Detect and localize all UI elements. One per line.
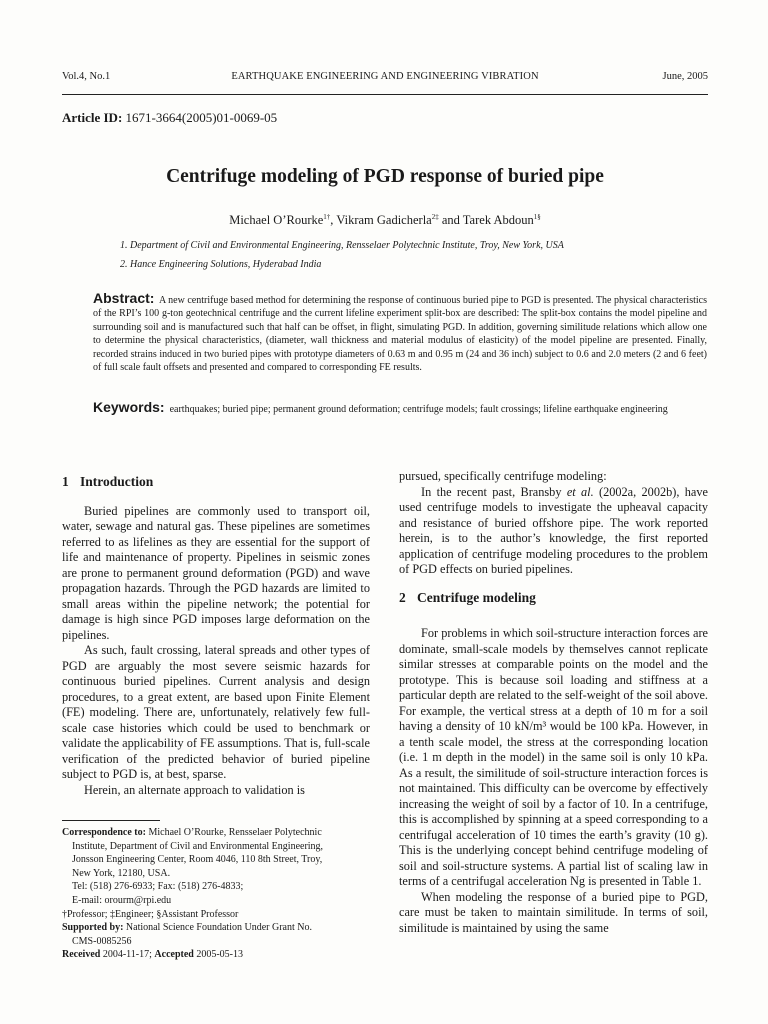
support-label: Supported by:: [62, 922, 124, 934]
article-id-value: 1671-3664(2005)01-0069-05: [125, 110, 278, 125]
journal-name: EARTHQUAKE ENGINEERING AND ENGINEERING VIBRATION: [231, 71, 539, 82]
volume-issue: Vol.4, No.1: [62, 71, 111, 82]
paper-title: Centrifuge modeling of PGD response of buried pipe: [166, 166, 604, 187]
paragraph: pursued, specifically centrifuge modeling:: [399, 469, 607, 483]
body-column-left: [62, 474, 370, 798]
paragraph: Buried pipelines are commonly used to transport oil, water, sewage and natural gas. These pipelines are sometimes referred to as lifelines as they are essential for the support of life and maintenance of property. Pipelines in seismic zones are prone to permanent ground deformation (PGD) and wave propagation hazards. Through the PGD hazards are limited to small areas within the pipeline network; the potential for damage is high since PGD imposes large deformation on the pipelines.: [62, 503, 370, 642]
citation-etal: et al.: [566, 484, 594, 499]
keywords-label: Keywords:: [93, 399, 165, 415]
paragraph: When modeling the response of a buried pipe to PGD, care must be taken to maintain similitude. In terms of soil, similitude is maintained by using the same: [399, 889, 708, 935]
paragraph-text: (2002a, 2002b), have used centrifuge models to investigate the upheaval capacity and resistance of buried offshore pipe. The work reported herein, is to the author’s knowledge, the first reported application of centrifuge modeling procedures to the problem of PGD effects on buried pipelines.: [399, 484, 708, 576]
footnote-rule: [62, 820, 160, 821]
correspondence-label: Correspondence to:: [62, 827, 146, 838]
paragraph-text: In the recent past, Bransby: [421, 484, 567, 499]
paragraph: Herein, an alternate approach to validation is: [84, 782, 305, 797]
keywords: [93, 400, 707, 417]
support: [62, 921, 372, 935]
keywords-text: earthquakes; buried pipe; permanent ground deformation; centrifuge models; fault crossings; lifeline earthquake engineering: [169, 404, 668, 415]
section-title: Centrifuge modeling: [417, 589, 536, 605]
body-column-right: [399, 469, 708, 936]
section-number: 2: [399, 589, 406, 605]
correspondence-line: New York, 12180, USA.: [72, 867, 171, 879]
accepted-label: Accepted: [154, 949, 194, 961]
author-name: Michael O’Rourke: [229, 213, 324, 228]
author-roles: †Professor; ‡Engineer; §Assistant Professor: [62, 908, 239, 920]
correspondence-line: Institute, Department of Civil and Environmental Engineering,: [72, 840, 324, 852]
support-grant: CMS-0085256: [72, 935, 132, 947]
section-number: 1: [62, 474, 69, 489]
paragraph: [399, 485, 708, 578]
author-list: [62, 213, 708, 228]
received-date: 2004-11-17;: [102, 949, 152, 961]
correspondence-line: Tel: (518) 276-6933; Fax: (518) 276-4833;: [72, 881, 244, 893]
abstract: [93, 292, 707, 374]
received-accepted: [62, 948, 372, 962]
accepted-date: 2005-05-13: [196, 949, 244, 961]
abstract-text: A new centrifuge based method for determining the response of continuous buried pipe to PGD is presented. The physical characteristics of the RPI’s 100 g-ton geotechnical centrifuge and the current lifeline experiment split-box are described: The split-box contains the model pipeline and surrounding soil and is manufactured such that half can be offset, in flight, simulating PGD. In addition, governing similitude relations which allow one to determine the physical characteristics, (diameter, wall thickness and material modulus of elasticity) of the model pipeline are presented. Finally, recorded strains induced in two buried pipes with prototype diameters of 0.63 m and 0.95 m (24 and 36 inch) subject to 0.6 and 2.0 meters (2 and 6 feet) of full scale fault offsets and presented and compared to corresponding FE results.: [93, 295, 707, 374]
support-text: National Science Foundation Under Grant No.: [125, 922, 312, 934]
abstract-label: Abstract:: [93, 290, 155, 306]
affiliation-1: 1. Department of Civil and Environmental Engineering, Rensselaer Polytechnic Institute, Troy, New York, USA: [120, 240, 564, 251]
author-separator: and: [438, 213, 463, 228]
correspondence-line: Jonsson Engineering Center, Room 4046, 110 8th Street, Troy,: [72, 854, 323, 866]
correspondence-email: E-mail: orourm@rpi.edu: [72, 894, 172, 906]
article-id-label: Article ID:: [62, 110, 123, 125]
author-separator: ,: [330, 213, 337, 228]
author-name: Tarek Abdoun: [462, 213, 534, 228]
section-heading-introduction: [62, 474, 370, 490]
author-name: Vikram Gadicherla: [336, 213, 432, 228]
footnotes: [62, 826, 372, 962]
affiliation-2: 2. Hance Engineering Solutions, Hyderabad India: [120, 259, 322, 270]
correspondence-text: Michael O’Rourke, Rensselaer Polytechnic: [148, 827, 322, 838]
article-id: [62, 110, 277, 126]
section-heading-centrifuge-modeling: [399, 590, 708, 606]
paragraph: As such, fault crossing, lateral spreads and other types of PGD are arguably the most severe seismic hazards for continuous buried pipelines. Current analysis and design procedures, to a great extent, are based upon Finite Element (FE) modeling. There are, unfortunately, relatively few full-scale case histories which could be used to benchmark or validate the applicability of FE assumptions. That is, full-scale verification of the predicted behavior of buried pipeline subject to PGD is, at best, sparse.: [62, 643, 370, 781]
section-title: Introduction: [80, 474, 154, 489]
header-rule: [62, 94, 708, 95]
issue-date: June, 2005: [662, 71, 708, 82]
correspondence: [62, 826, 372, 840]
author-mark: 2‡: [431, 213, 439, 221]
paragraph: For problems in which soil-structure interaction forces are dominate, small-scale models by themselves cannot replicate similar stresses at comparable points on the model and the prototype. This is because soil loading and stiffness at a particular depth are related to the self-weight of the soil above. For example, the vertical stress at a depth of 10 m for a soil having a density of 10 kN/m³ would be 100 kPa. However, in a tenth scale model, the stress at the corresponding location (i.e. 1 m depth in the model) in the same soil is only 10 kPa. As a result, the similitude of soil-structure interaction forces is not maintained. This difficulty can be overcome by effectively increasing the weight of soil by a factor of 10. In a centrifuge, this is accomplished by spinning at a speed corresponding to a centrifugal acceleration of 10 times the earth’s gravity (10 g). This is the underlying concept behind centrifuge modeling of soil and soil-structure systems. A partial list of scaling law in terms of a centrifugal acceleration Ng is presented in Table 1.: [399, 626, 709, 888]
received-label: Received: [62, 949, 101, 961]
author-mark: 1†: [323, 213, 331, 221]
author-mark: 1§: [533, 213, 541, 221]
